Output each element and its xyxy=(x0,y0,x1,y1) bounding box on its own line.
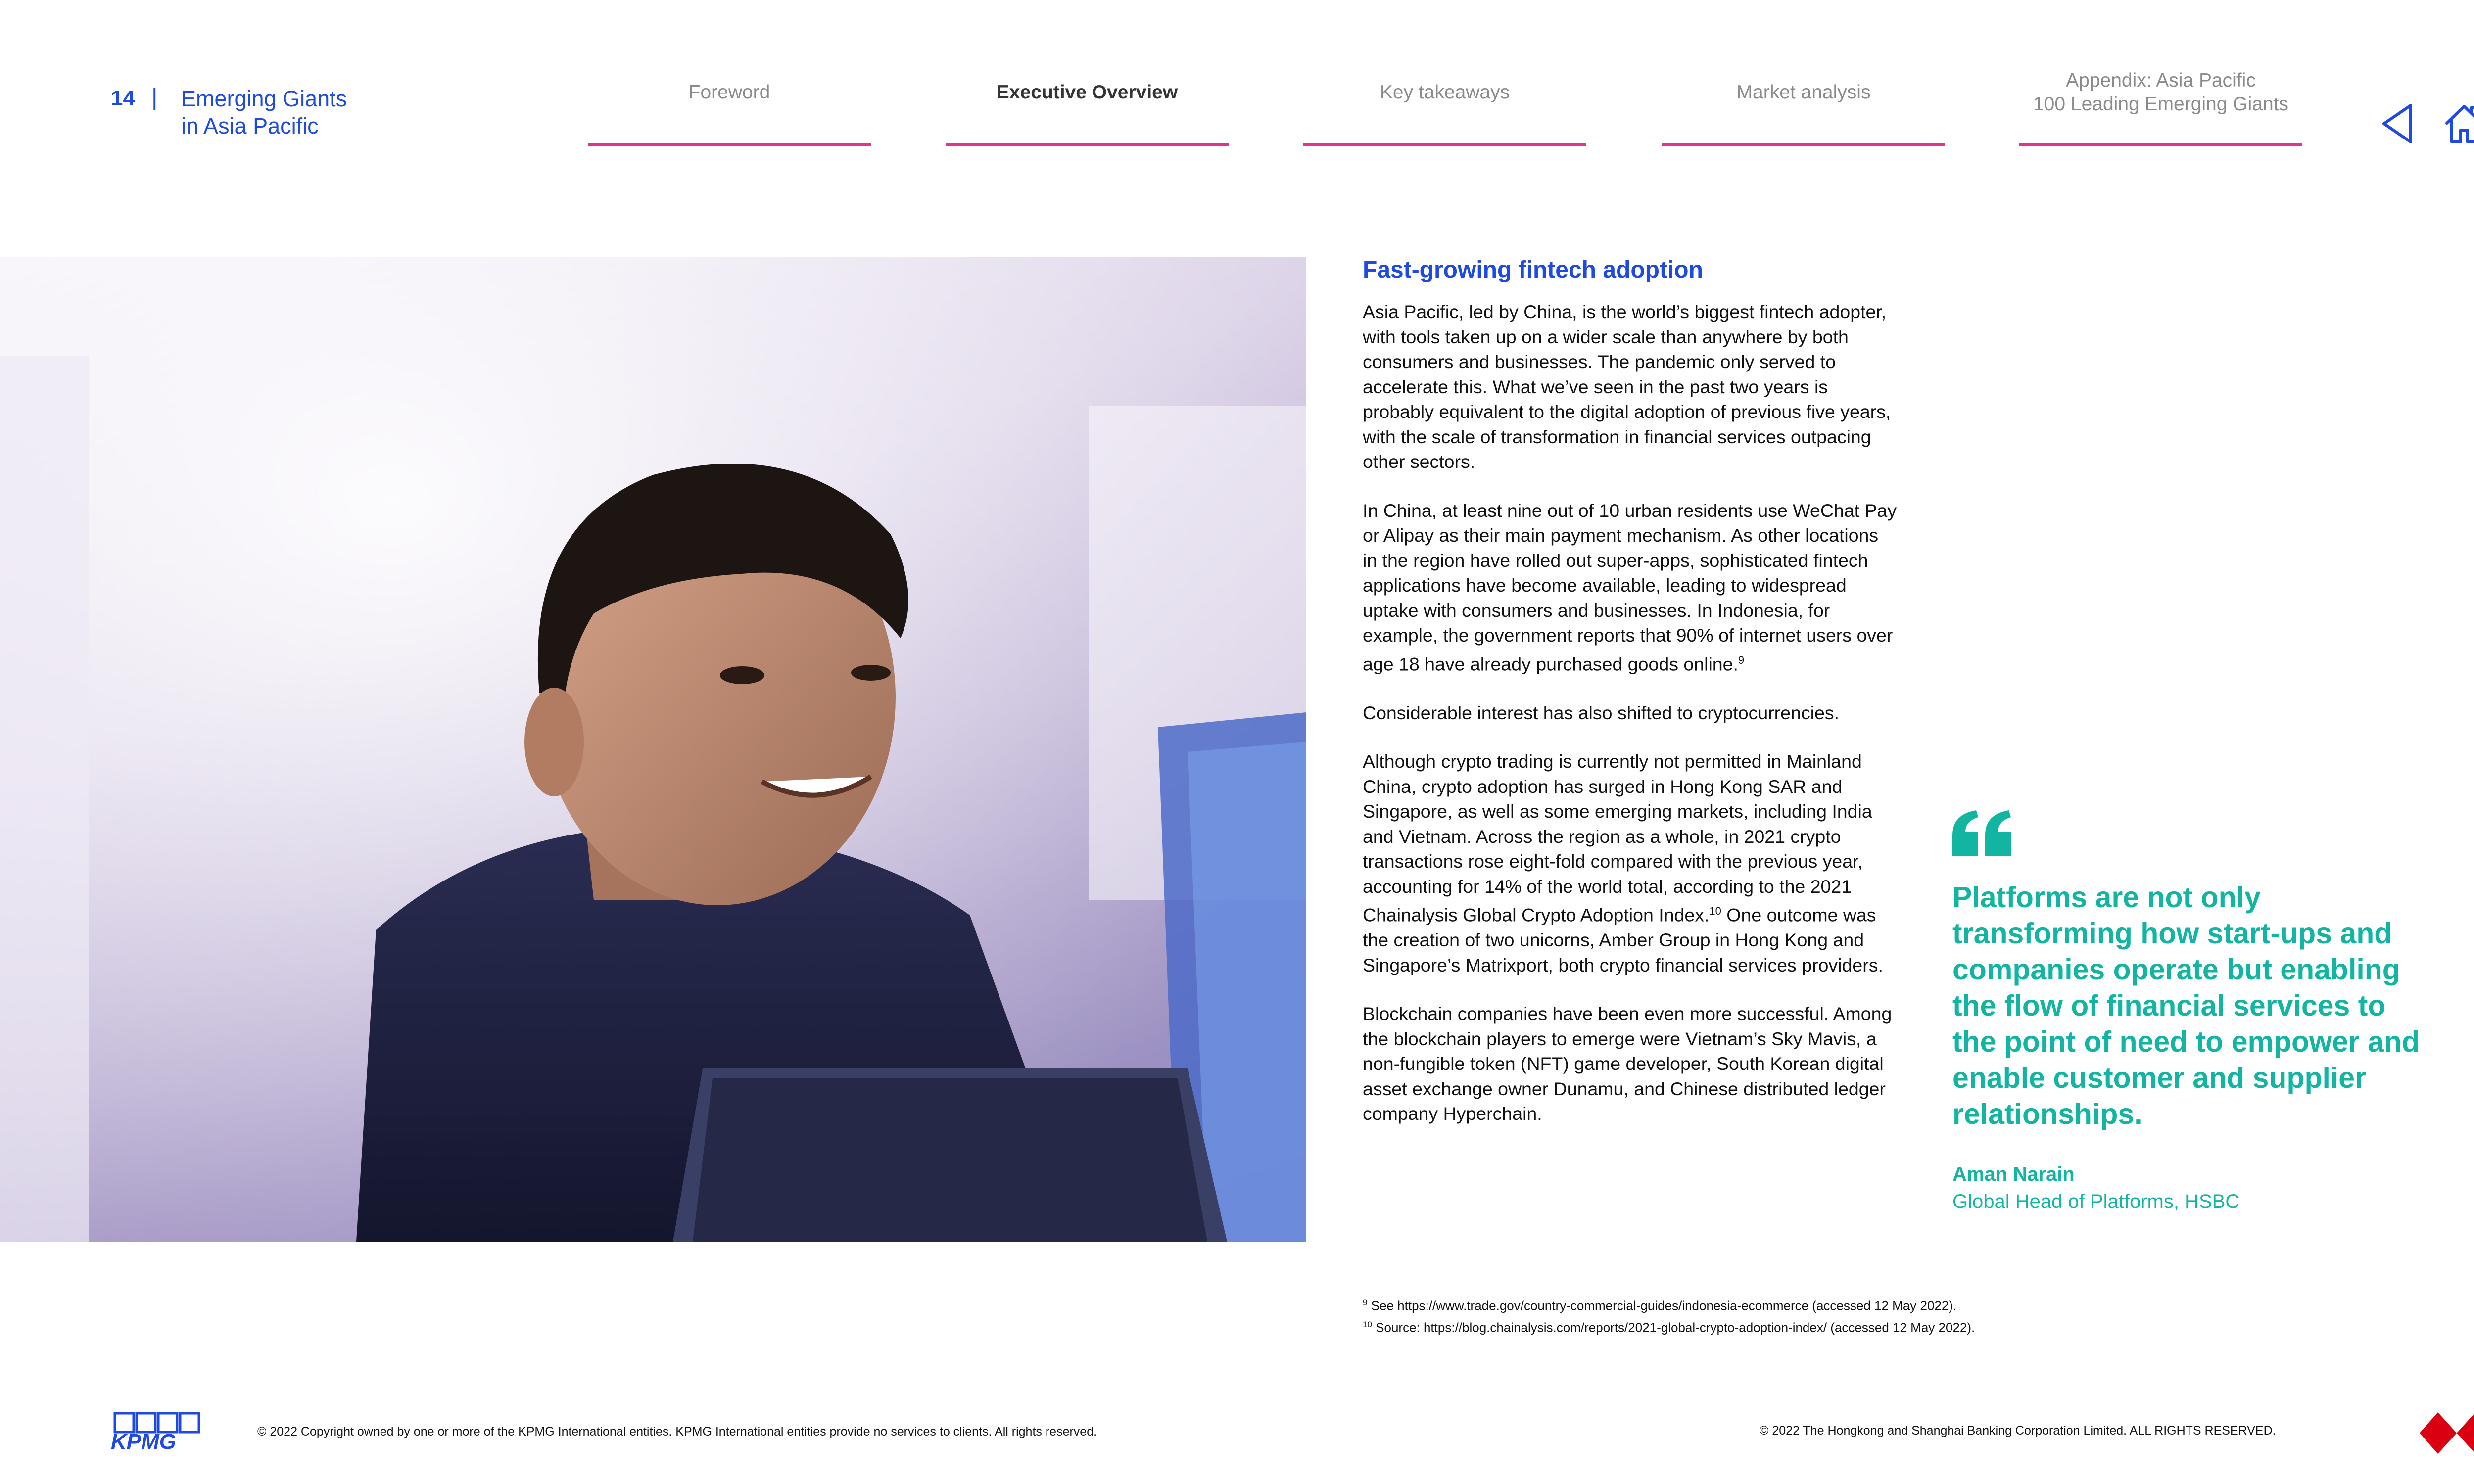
article-body xyxy=(1363,255,1897,1150)
chevron-left-icon[interactable] xyxy=(2375,101,2420,146)
tab-executive-overview[interactable] xyxy=(946,69,1229,146)
footnote-9 xyxy=(1363,1294,1975,1315)
article-paragraph-3: Considerable interest has also shifted to cryptocurrencies. xyxy=(1363,702,1839,723)
kpmg-logo xyxy=(111,1412,203,1451)
article-paragraph-5: Blockchain companies have been even more successful. Among the blockchain players to emerge were Vietnam’s Sky Mavis, a non-fungible token (NFT) game developer, South Korean digital asset exchange owner Dunamu, and Chinese distributed ledger company Hyperchain. xyxy=(1363,1003,1892,1124)
page-number: 14 xyxy=(111,86,135,110)
tab-appendix[interactable] xyxy=(2019,69,2302,146)
tab-market-analysis-label: Market analysis xyxy=(1736,81,1871,103)
footnote-10-text: Source: https://blog.chainalysis.com/reports/2021-global-crypto-adoption-index/ (accessed 12 May 2022). xyxy=(1372,1320,1975,1335)
footnote-9-text: See https://www.trade.gov/country-commercial-guides/indonesia-ecommerce (accessed 12 May 2022). xyxy=(1367,1298,1957,1313)
article-heading: Fast-growing fintech adoption xyxy=(1363,257,1703,283)
article-paragraph-4 xyxy=(1363,749,1897,977)
quote-mark-icon xyxy=(1952,810,2011,856)
tab-appendix-label: Appendix: Asia Pacific 100 Leading Emerging Giants xyxy=(2033,69,2288,115)
footnote-ref-9[interactable]: 9 xyxy=(1738,653,1745,666)
tab-foreword-label: Foreword xyxy=(688,81,770,103)
footnote-ref-10[interactable]: 10 xyxy=(1709,905,1721,917)
tab-market-analysis[interactable] xyxy=(1662,69,1945,146)
pull-quote: Platforms are not only transforming how start-ups and companies operate but enabling the flow of financial services to the point of need to empower and enable customer and supplier relationships. xyxy=(1952,881,2420,1130)
article-paragraph-2-text: In China, at least nine out of 10 urban residents use WeChat Pay or Alipay as their main payment mechanism. As other locations in the region have rolled out super-apps, sophisticated fintech applications have become available, leading to widespread uptake with consumers and businesses. In Indonesia, for example, the government reports that 90% of internet users over age 18 have already purchased goods online. xyxy=(1363,500,1897,674)
page-separator: | xyxy=(151,85,158,111)
kpmg-logo-text: KPMG xyxy=(111,1430,176,1451)
quote-author: Aman Narain xyxy=(1952,1163,2075,1185)
tab-foreword[interactable] xyxy=(588,69,871,146)
hsbc-copyright: © 2022 The Hongkong and Shanghai Banking Corporation Limited. ALL RIGHTS RESERVED. xyxy=(1760,1424,2276,1438)
footnote-10-number: 10 xyxy=(1363,1319,1372,1329)
article-paragraph-2 xyxy=(1363,498,1897,677)
article-paragraph-1: Asia Pacific, led by China, is the world’s biggest fintech adopter, with tools taken up on a wider scale than anywhere by both consumers and businesses. The pandemic only served to accelerate this. What we’ve seen in the past two years is probably equivalent to the digital adoption of previous five years, with the scale of transformation in financial services outpacing other sectors. xyxy=(1363,301,1891,472)
tab-key-takeaways[interactable] xyxy=(1303,69,1586,146)
tab-executive-overview-label: Executive Overview xyxy=(996,81,1178,103)
footnote-9-number: 9 xyxy=(1363,1298,1368,1307)
hero-photo xyxy=(0,257,1306,1242)
home-icon[interactable] xyxy=(2442,101,2474,146)
tab-key-takeaways-label: Key takeaways xyxy=(1380,81,1510,103)
hsbc-hexagon-icon xyxy=(2420,1412,2474,1454)
article-paragraph-4-text-a: Although crypto trading is currently not permitted in Mainland China, crypto adoption has surged in Hong Kong SAR and Singapore, as well as some emerging markets, including India and Vietnam. Across the region as a whole, in 2021 crypto transactions rose eight-fold compared with the previous year, accounting for 14% of the world total, according to the 2021 Chainalysis Global Crypto Adoption Index. xyxy=(1363,751,1872,926)
footnotes xyxy=(1363,1294,1975,1337)
kpmg-copyright: © 2022 Copyright owned by one or more of the KPMG International entities. KPMG International entities provide no services to clients. All rights reserved. xyxy=(257,1425,1097,1438)
publication-title: Emerging Giants in Asia Pacific xyxy=(181,86,347,139)
quote-author-role: Global Head of Platforms, HSBC xyxy=(1952,1191,2240,1212)
smiling-man-illustration xyxy=(0,257,1306,1242)
footnote-10 xyxy=(1363,1315,1975,1337)
article-paragraph-4-text-b: One outcome was the creation of two unicorns, Amber Group in Hong Kong and Singapore’s Matrixport, both crypto financial services providers. xyxy=(1363,904,1883,975)
